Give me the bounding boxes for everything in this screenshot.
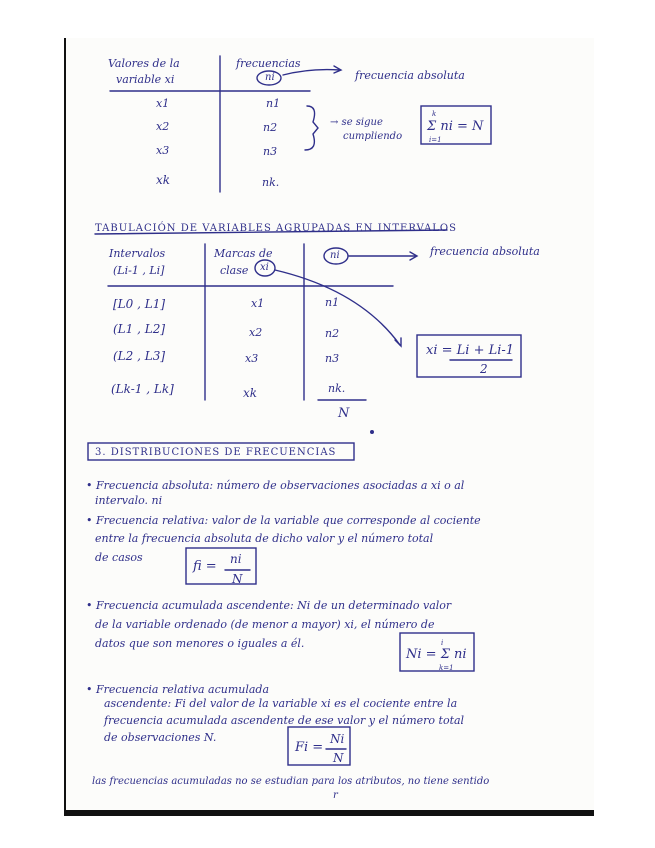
s3-title: 3. DISTRIBUCIONES DE FRECUENCIAS xyxy=(95,447,337,458)
t2-ni-circled: ni xyxy=(330,250,340,261)
s3-item3-line3: datos que son menores o iguales a él. xyxy=(95,637,305,650)
t2-row3-n: n3 xyxy=(325,352,340,365)
formula-fi-lhs: fi = xyxy=(193,559,217,574)
s3-item1-line1: • Frecuencia absoluta: número de observaciones asociadas a xi o al xyxy=(86,479,465,492)
formula-Fi-lhs: Fi = xyxy=(295,740,324,755)
t2-row1-x: x1 xyxy=(251,297,265,310)
t1-row4-x: xk xyxy=(156,173,171,187)
t2-row2-x: x2 xyxy=(249,326,263,339)
s3-item1-line2: intervalo. ni xyxy=(95,494,163,507)
t1-row2-x: x2 xyxy=(156,120,170,133)
t1-arrow xyxy=(283,70,340,75)
dot xyxy=(371,431,374,434)
formula-Ni-box xyxy=(400,633,474,671)
t2-row4-n: nk. xyxy=(328,382,346,395)
t1-ni-circled: ni xyxy=(265,72,275,83)
t2-total: N xyxy=(338,406,350,421)
t1-brace xyxy=(305,106,318,150)
t2-title: TABULACIÓN DE VARIABLES AGRUPADAS EN INTERVALOS xyxy=(95,223,457,234)
s3-item2-line1: • Frecuencia relativa: valor de la variable que corresponde al cociente xyxy=(86,514,481,527)
t1-row1-n: n1 xyxy=(266,97,281,110)
t1-ni-circle xyxy=(257,71,281,85)
t1-arrow-label: frecuencia absoluta xyxy=(355,69,465,82)
formula-fi-box xyxy=(186,548,256,584)
t1-sum-formula: Σ ni = N xyxy=(427,119,484,134)
formula-Ni: Ni = Σ ni xyxy=(406,647,467,662)
footer-mark: r xyxy=(333,790,338,801)
t2-title-underline xyxy=(95,230,447,234)
s3-item3-line1: • Frecuencia acumulada ascendente: Ni de un determinado valor xyxy=(86,599,452,612)
formula-Ni-lower: k=1 xyxy=(439,664,454,672)
t2-row4-interval: (Lk-1 , Lk] xyxy=(111,382,174,396)
t1-header-col1-line2: variable xi xyxy=(116,73,175,86)
t2-row2-n: n2 xyxy=(325,327,340,340)
s3-item4-line3: frecuencia acumulada ascendente de ese valor y el número total xyxy=(104,714,465,727)
t1-header-col1-line1: Valores de la xyxy=(108,57,180,70)
s3-title-box xyxy=(88,443,354,460)
t1-row1-x: x1 xyxy=(156,97,170,110)
formula-Fi-den: N xyxy=(333,751,344,765)
footer-note: las frecuencias acumuladas no se estudian para los atributos, no tiene sentido xyxy=(92,776,490,787)
t1-sum-lower: i=1 xyxy=(429,136,442,144)
t1-sum-box xyxy=(421,106,491,144)
t2-ni-circle xyxy=(324,248,348,264)
s3-item3-line2: de la variable ordenado (de menor a mayor) xi, el número de xyxy=(95,618,435,631)
t1-brace-note-line2: cumpliendo xyxy=(343,131,403,142)
t1-row2-n: n2 xyxy=(263,121,278,134)
t2-xi-formula-num: xi = Li + Li-1 xyxy=(426,343,515,358)
t1-row3-x: x3 xyxy=(156,144,170,157)
formula-fi-den: N xyxy=(232,572,243,586)
formula-Fi-box xyxy=(288,727,350,765)
t2-header-col1-line1: Intervalos xyxy=(109,247,166,260)
t2-row3-x: x3 xyxy=(245,352,259,365)
formula-fi-num: ni xyxy=(230,552,242,566)
s3-item2-line2: entre la frecuencia absoluta de dicho valor y el número total xyxy=(95,532,434,545)
s3-item4-line1: • Frecuencia relativa acumulada xyxy=(86,683,270,696)
t2-arrow-label: frecuencia absoluta xyxy=(430,245,540,258)
t2-row1-interval: [L0 , L1] xyxy=(113,297,166,311)
t2-header-col1-line2: (Li-1 , Li] xyxy=(113,264,165,277)
t2-xi-formula-den: 2 xyxy=(480,362,488,376)
t1-header-col2: frecuencias xyxy=(236,57,301,70)
t2-xi-circle xyxy=(255,260,275,276)
t2-xi-box xyxy=(417,335,521,377)
formula-Ni-upper: i xyxy=(441,639,444,647)
t2-row4-x: xk xyxy=(243,386,258,400)
t2-xi-circled: xi xyxy=(260,262,269,273)
t1-sum-upper: k xyxy=(432,110,437,118)
t1-row3-n: n3 xyxy=(263,145,278,158)
s3-item4-line2: ascendente: Fi del valor de la variable xi es el cociente entre la xyxy=(104,697,458,710)
t1-brace-note-line1: → se sigue xyxy=(330,117,383,128)
t2-row1-n: n1 xyxy=(325,296,340,309)
formula-Fi-num: Ni xyxy=(330,732,345,746)
t2-xi-curve xyxy=(275,270,400,345)
t2-header-col2-line1: Marcas de xyxy=(214,247,273,260)
t2-row3-interval: (L2 , L3] xyxy=(113,349,166,363)
t2-row2-interval: (L1 , L2] xyxy=(113,322,166,336)
t2-header-col2-line2: clase xyxy=(220,264,249,277)
s3-item4-line4: de observaciones N. xyxy=(104,731,217,744)
s3-item2-line3: de casos xyxy=(95,551,143,564)
t1-row4-n: nk. xyxy=(262,176,280,189)
